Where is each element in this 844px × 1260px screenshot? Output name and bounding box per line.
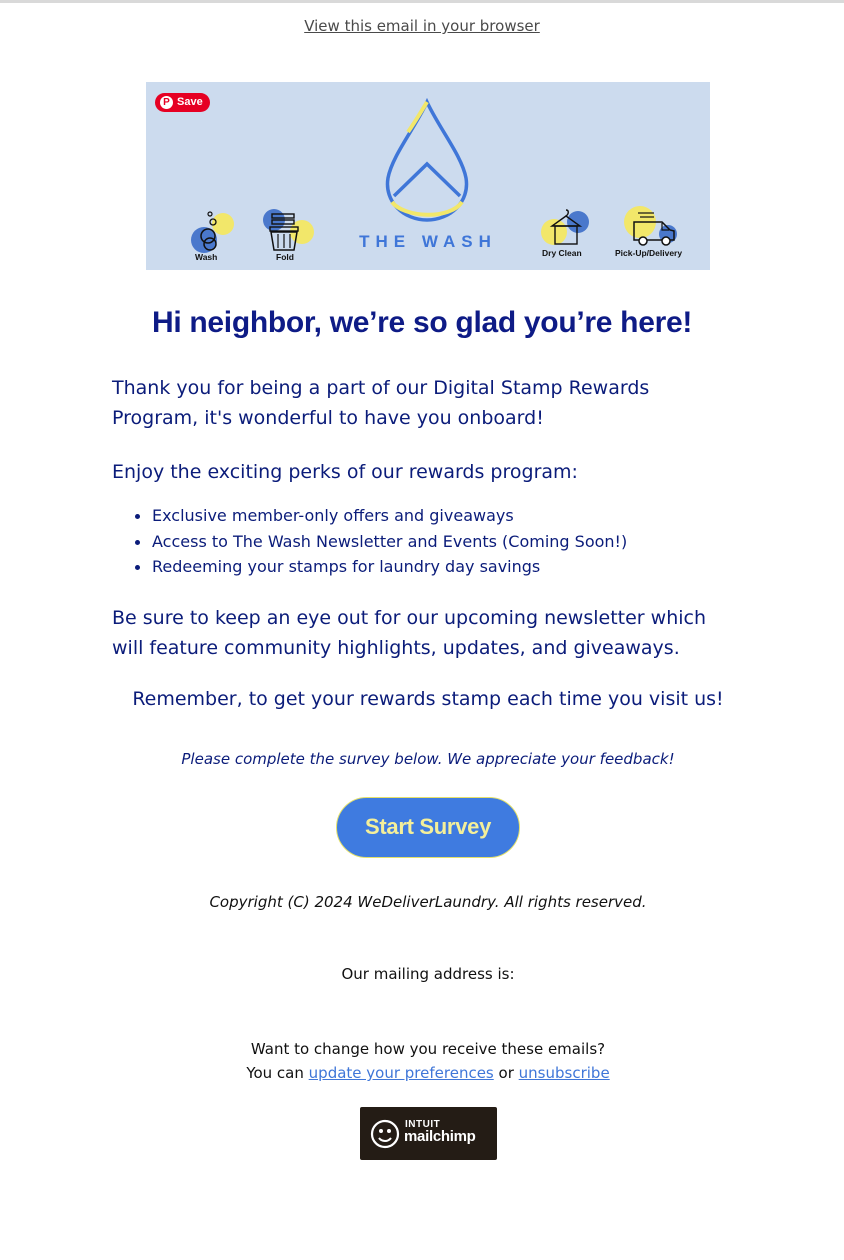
newsletter-paragraph: Be sure to keep an eye out for our upcoming newsletter which will feature community highlights, updates, and giveaways.	[112, 607, 707, 659]
badge-intuit-text: INTUIT	[405, 1119, 441, 1130]
preferences-line	[0, 1061, 844, 1085]
service-label-dry-clean: Dry Clean	[542, 248, 582, 258]
perk-item: Access to The Wash Newsletter and Events (Coming Soon!)	[152, 529, 752, 555]
email-preferences-block	[0, 1037, 844, 1085]
mailchimp-freddie-icon	[369, 1118, 401, 1150]
update-preferences-link[interactable]: update your preferences	[308, 1064, 494, 1082]
washing-icon	[186, 206, 236, 256]
pinterest-save-label: Save	[177, 96, 203, 108]
copyright-text: Copyright (C) 2024 WeDeliverLaundry. All rights reserved.	[209, 893, 647, 911]
laundry-basket-icon	[262, 206, 318, 256]
perk-item: Exclusive member-only offers and giveaways	[152, 503, 752, 529]
mailing-address-label: Our mailing address is:	[341, 965, 515, 983]
perk-item: Redeeming your stamps for laundry day savings	[152, 554, 752, 580]
top-divider	[0, 0, 844, 3]
badge-mailchimp-text: mailchimp	[404, 1128, 476, 1145]
hanger-shirt-icon	[538, 206, 594, 250]
you-can-text: You can	[246, 1064, 304, 1082]
thanks-paragraph: Thank you for being a part of our Digital Stamp Rewards Program, it's wonderful to have you onboard!	[112, 377, 650, 429]
delivery-van-icon	[618, 204, 680, 248]
brand-name: THE WASH	[359, 232, 497, 251]
unsubscribe-link[interactable]: unsubscribe	[518, 1064, 610, 1082]
water-drop-logo-icon	[382, 96, 472, 224]
service-label-pickup-delivery: Pick-Up/Delivery	[615, 248, 683, 258]
mailchimp-badge[interactable]	[360, 1107, 497, 1160]
start-survey-button[interactable]: Start Survey	[336, 797, 520, 858]
pinterest-save-button[interactable]	[155, 93, 210, 112]
view-in-browser-link[interactable]: View this email in your browser	[304, 17, 540, 35]
perks-list	[152, 503, 752, 580]
hero-banner	[146, 82, 710, 270]
survey-note: Please complete the survey below. We appreciate your feedback!	[181, 750, 675, 768]
greeting-heading: Hi neighbor, we’re so glad you’re here!	[151, 306, 693, 339]
service-label-wash: Wash	[195, 252, 218, 262]
service-label-fold: Fold	[276, 252, 294, 262]
pinterest-icon: P	[160, 96, 173, 109]
perks-intro: Enjoy the exciting perks of our rewards program:	[112, 461, 578, 483]
remember-text: Remember, to get your rewards stamp each time you visit us!	[132, 688, 724, 710]
change-question: Want to change how you receive these emails?	[250, 1040, 606, 1058]
or-text: or	[498, 1064, 514, 1082]
